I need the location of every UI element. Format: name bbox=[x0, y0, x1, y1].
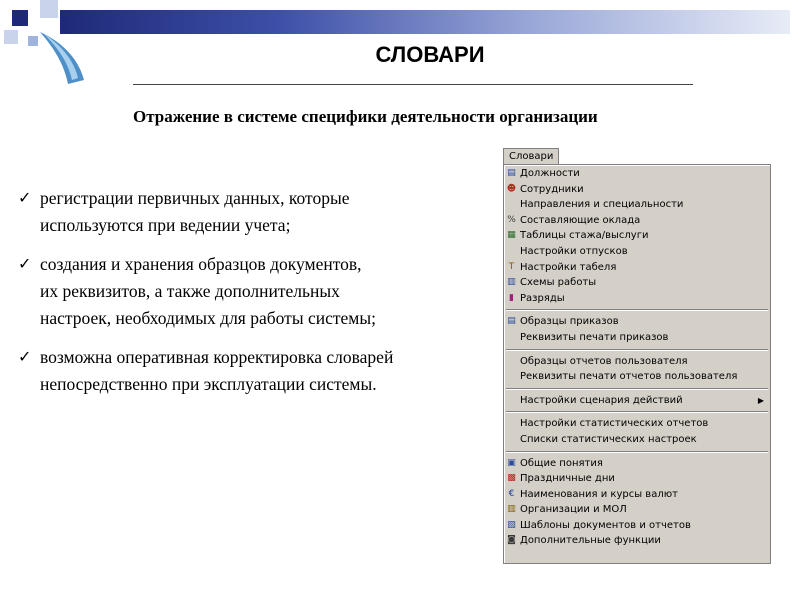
menu-item-label: Реквизиты печати приказов bbox=[520, 331, 669, 343]
slide-title: СЛОВАРИ bbox=[375, 42, 485, 67]
menu-item[interactable] bbox=[504, 354, 770, 370]
menu-item-label: Настройки сценария действий bbox=[520, 394, 683, 406]
menu-item-label: Образцы приказов bbox=[520, 316, 619, 328]
menu-item-label: Шаблоны документов и отчетов bbox=[520, 519, 691, 531]
header-gradient-bar bbox=[60, 10, 790, 34]
menu-separator bbox=[506, 411, 768, 413]
menu-item[interactable] bbox=[504, 166, 770, 182]
bullet-list bbox=[18, 185, 498, 410]
title-divider bbox=[133, 84, 693, 85]
menu-item-label: Разряды bbox=[520, 292, 565, 304]
bullet-line: используются при ведении учета; bbox=[40, 215, 291, 235]
menu-item-label: Сотрудники bbox=[520, 183, 584, 195]
slide-subtitle: Отражение в системе специфики деятельности организации bbox=[133, 107, 598, 126]
pct-icon: % bbox=[507, 214, 516, 225]
menu-item[interactable] bbox=[504, 369, 770, 385]
euro-icon: € bbox=[508, 488, 515, 499]
concepts-icon: ▣ bbox=[507, 457, 516, 468]
org-icon: ▥ bbox=[507, 504, 516, 515]
menu-item[interactable] bbox=[504, 314, 770, 330]
menu-item-label: Таблицы стажа/выслуги bbox=[520, 230, 649, 242]
menu-item[interactable] bbox=[504, 393, 770, 409]
menu-item-label: Настройки статистических отчетов bbox=[520, 418, 709, 430]
menu-bar-item-dictionaries[interactable]: Словари bbox=[503, 148, 559, 164]
menu-item[interactable] bbox=[504, 471, 770, 487]
grade-icon: ▮ bbox=[509, 292, 514, 303]
bullet-item bbox=[18, 251, 498, 332]
menu-item[interactable] bbox=[504, 213, 770, 229]
table-icon: ▦ bbox=[507, 230, 516, 241]
menu-item-label: Списки статистических настроек bbox=[520, 433, 697, 445]
menu-item-label: Общие понятия bbox=[520, 457, 603, 469]
menu-item[interactable] bbox=[504, 291, 770, 307]
menu-item[interactable] bbox=[504, 456, 770, 472]
menu-item[interactable] bbox=[504, 275, 770, 291]
menu-item-label: Организации и МОЛ bbox=[520, 504, 627, 516]
menu-separator bbox=[506, 451, 768, 453]
menu-item[interactable] bbox=[504, 533, 770, 549]
decor-square bbox=[12, 10, 28, 26]
dictionary-menu bbox=[503, 148, 771, 564]
menu-item[interactable] bbox=[504, 197, 770, 213]
menu-separator bbox=[506, 349, 768, 351]
menu-item[interactable] bbox=[504, 502, 770, 518]
menu-item[interactable] bbox=[504, 228, 770, 244]
menu-item[interactable] bbox=[504, 260, 770, 276]
menu-item[interactable] bbox=[504, 244, 770, 260]
timesheet-icon: T bbox=[508, 261, 515, 272]
bullet-line: непосредственно при эксплуатации системы. bbox=[40, 374, 377, 394]
menu-item-label: Настройки отпусков bbox=[520, 245, 628, 257]
menu-item[interactable] bbox=[504, 182, 770, 198]
menu-item[interactable] bbox=[504, 487, 770, 503]
menu-item-label: Дополнительные функции bbox=[520, 535, 661, 547]
menu-item-label: Должности bbox=[520, 168, 580, 179]
menu-item[interactable] bbox=[504, 518, 770, 534]
checkmark-icon: ✓ bbox=[18, 254, 32, 273]
bullet-line: создания и хранения образцов документов, bbox=[40, 254, 362, 274]
template-icon: ▤ bbox=[507, 316, 516, 327]
menu-item-label: Схемы работы bbox=[520, 277, 597, 289]
menu-item-label: Образцы отчетов пользователя bbox=[520, 355, 688, 367]
bullet-line: их реквизитов, а также дополнительных bbox=[40, 281, 340, 301]
decor-square bbox=[40, 0, 58, 18]
bullet-item bbox=[18, 344, 498, 398]
menu-item[interactable] bbox=[504, 416, 770, 432]
menu-item-label: Праздничные дни bbox=[520, 473, 615, 485]
menu-item-label: Направления и специальности bbox=[520, 199, 684, 211]
submenu-arrow-icon: ▶ bbox=[757, 395, 764, 405]
bullet-line: возможна оперативная корректировка словарей bbox=[40, 347, 394, 367]
checkmark-icon: ✓ bbox=[18, 188, 32, 207]
menu-separator bbox=[506, 388, 768, 390]
templates-icon: ▧ bbox=[507, 519, 516, 530]
calendar-icon: ▩ bbox=[507, 473, 516, 484]
menu-item-label: Наименования и курсы валют bbox=[520, 488, 678, 500]
bullet-item bbox=[18, 185, 498, 239]
menu-item-label: Настройки табеля bbox=[520, 261, 617, 273]
people-icon: ☻ bbox=[506, 183, 517, 194]
dropdown-menu bbox=[503, 164, 771, 564]
bullet-line: регистрации первичных данных, которые bbox=[40, 188, 350, 208]
checkmark-icon: ✓ bbox=[18, 347, 32, 366]
menu-item-label: Реквизиты печати отчетов пользователя bbox=[520, 371, 738, 383]
bullet-line: настроек, необходимых для работы системы; bbox=[40, 308, 376, 328]
menu-separator bbox=[506, 309, 768, 311]
menu-item-label: Составляющие оклада bbox=[520, 214, 641, 226]
schedule-icon: ▥ bbox=[507, 277, 516, 288]
doc-icon: ▤ bbox=[507, 168, 516, 178]
functions-icon: ◙ bbox=[507, 535, 516, 546]
menu-item[interactable] bbox=[504, 432, 770, 448]
menu-item[interactable] bbox=[504, 330, 770, 346]
